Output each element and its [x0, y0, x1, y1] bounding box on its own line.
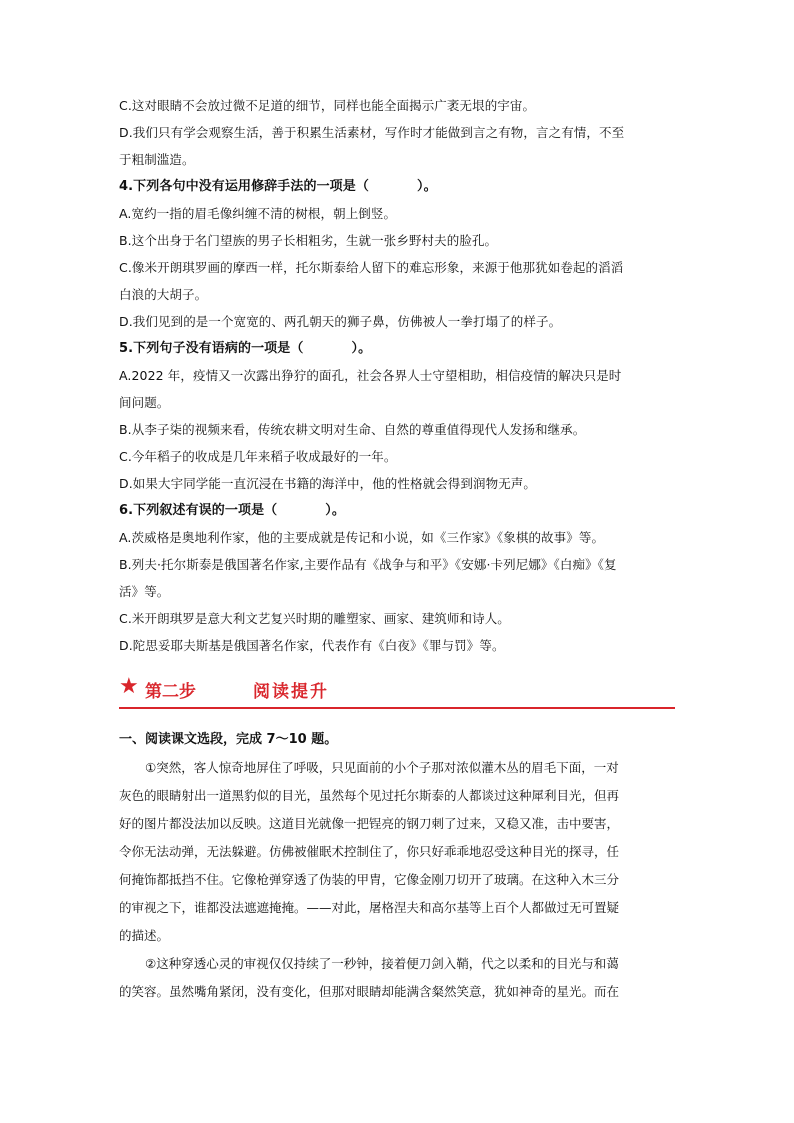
question-6-option-d: D.陀思妥耶夫斯基是俄国著名作家，代表作有《白夜》《罪与罚》等。	[119, 638, 505, 653]
section-title: 阅读提升	[253, 682, 329, 702]
option-c-prev: C.这对眼睛不会放过微不足道的细节，同样也能全面揭示广袤无垠的宇宙。	[119, 98, 536, 113]
reading-heading: 一、阅读课文选段，完成 7～10 题。	[119, 732, 338, 747]
paragraph-line: ②这种穿透心灵的审视仅仅持续了一秒钟，接着便刀剑入鞘，代之以柔和的目光与和蔼	[145, 956, 619, 971]
question-6-option-b-cont: 活》等。	[119, 584, 170, 599]
paragraph-line: 的审视之下，谁都没法遮遮掩掩。——对此，屠格涅夫和高尔基等上百个人都做过无可置疑	[119, 900, 620, 915]
question-5-option-c: C.今年稻子的收成是几年来稻子收成最好的一年。	[119, 449, 397, 464]
question-5-stem: 5.下列句子没有语病的一项是（ ）。	[119, 341, 372, 356]
paragraph-line: 的笑容。虽然嘴角紧闭，没有变化，但那对眼睛却能满含粲然笑意，犹如神奇的星光。而在	[119, 984, 620, 999]
question-4-option-c-cont: 白浪的大胡子。	[119, 287, 208, 302]
question-4-option-b: B.这个出身于名门望族的男子长相粗劣，生就一张乡野村夫的脸孔。	[119, 233, 498, 248]
option-d-prev-cont: 于粗制滥造。	[119, 152, 195, 167]
paragraph-line: 灰色的眼睛射出一道黑豹似的目光，虽然每个见过托尔斯泰的人都谈过这种犀利目光，但再	[119, 788, 620, 803]
paragraph-line: 好的图片都没法加以反映。这道目光就像一把锃亮的钢刀刺了过来，又稳又准，击中要害，	[119, 816, 620, 831]
document-page	[119, 92, 675, 1006]
question-5-option-d: D.如果大宇同学能一直沉浸在书籍的海洋中，他的性格就会得到润物无声。	[119, 476, 536, 491]
reading-paragraph-1	[119, 754, 675, 950]
paragraph-line: 何掩饰都抵挡不住。它像枪弹穿透了伪装的甲胄，它像金刚刀切开了玻璃。在这种入木三分	[119, 872, 620, 887]
paragraph-line: ①突然，客人惊奇地屏住了呼吸，只见面前的小个子那对浓似灌木丛的眉毛下面，一对	[145, 760, 619, 775]
question-6-stem: 6.下列叙述有误的一项是（ ）。	[119, 503, 345, 518]
question-4-stem: 4.下列各句中没有运用修辞手法的一项是（ ）。	[119, 179, 437, 194]
question-6-option-a: A.茨威格是奥地利作家，他的主要成就是传记和小说，如《三作家》《象棋的故事》等。	[119, 530, 605, 545]
question-6-option-b: B.列夫·托尔斯泰是俄国著名作家,主要作品有《战争与和平》《安娜·卡列尼娜》《白痴》《复	[119, 557, 617, 572]
question-4-option-a: A.宽约一指的眉毛像纠缠不清的树根，朝上倒竖。	[119, 206, 397, 221]
question-6-option-c: C.米开朗琪罗是意大利文艺复兴时期的雕塑家、画家、建筑师和诗人。	[119, 611, 510, 626]
star-icon: ★	[119, 674, 139, 699]
section-step: 第二步	[145, 682, 196, 702]
question-5-option-a: A.2022 年，疫情又一次露出狰狞的面孔，社会各界人士守望相助，相信疫情的解决只是时	[119, 368, 622, 383]
question-4-option-c: C.像米开朗琪罗画的摩西一样，托尔斯泰给人留下的难忘形象，来源于他那犹如卷起的滔滔	[119, 260, 624, 275]
question-4-option-d: D.我们见到的是一个宽宽的、两孔朝天的狮子鼻，仿佛被人一拳打塌了的样子。	[119, 314, 562, 329]
question-5-option-b: B.从李子柒的视频来看，传统农耕文明对生命、自然的尊重值得现代人发扬和继承。	[119, 422, 586, 437]
question-5-option-a-cont: 间问题。	[119, 395, 170, 410]
section-header	[119, 673, 675, 709]
option-d-prev: D.我们只有学会观察生活，善于积累生活素材，写作时才能做到言之有物，言之有情，不至	[119, 125, 625, 140]
paragraph-line: 令你无法动弹，无法躲避。仿佛被催眠术控制住了，你只好乖乖地忍受这种目光的探寻，任	[119, 844, 620, 859]
reading-paragraph-2	[119, 950, 675, 1006]
paragraph-line: 的描述。	[119, 928, 170, 943]
